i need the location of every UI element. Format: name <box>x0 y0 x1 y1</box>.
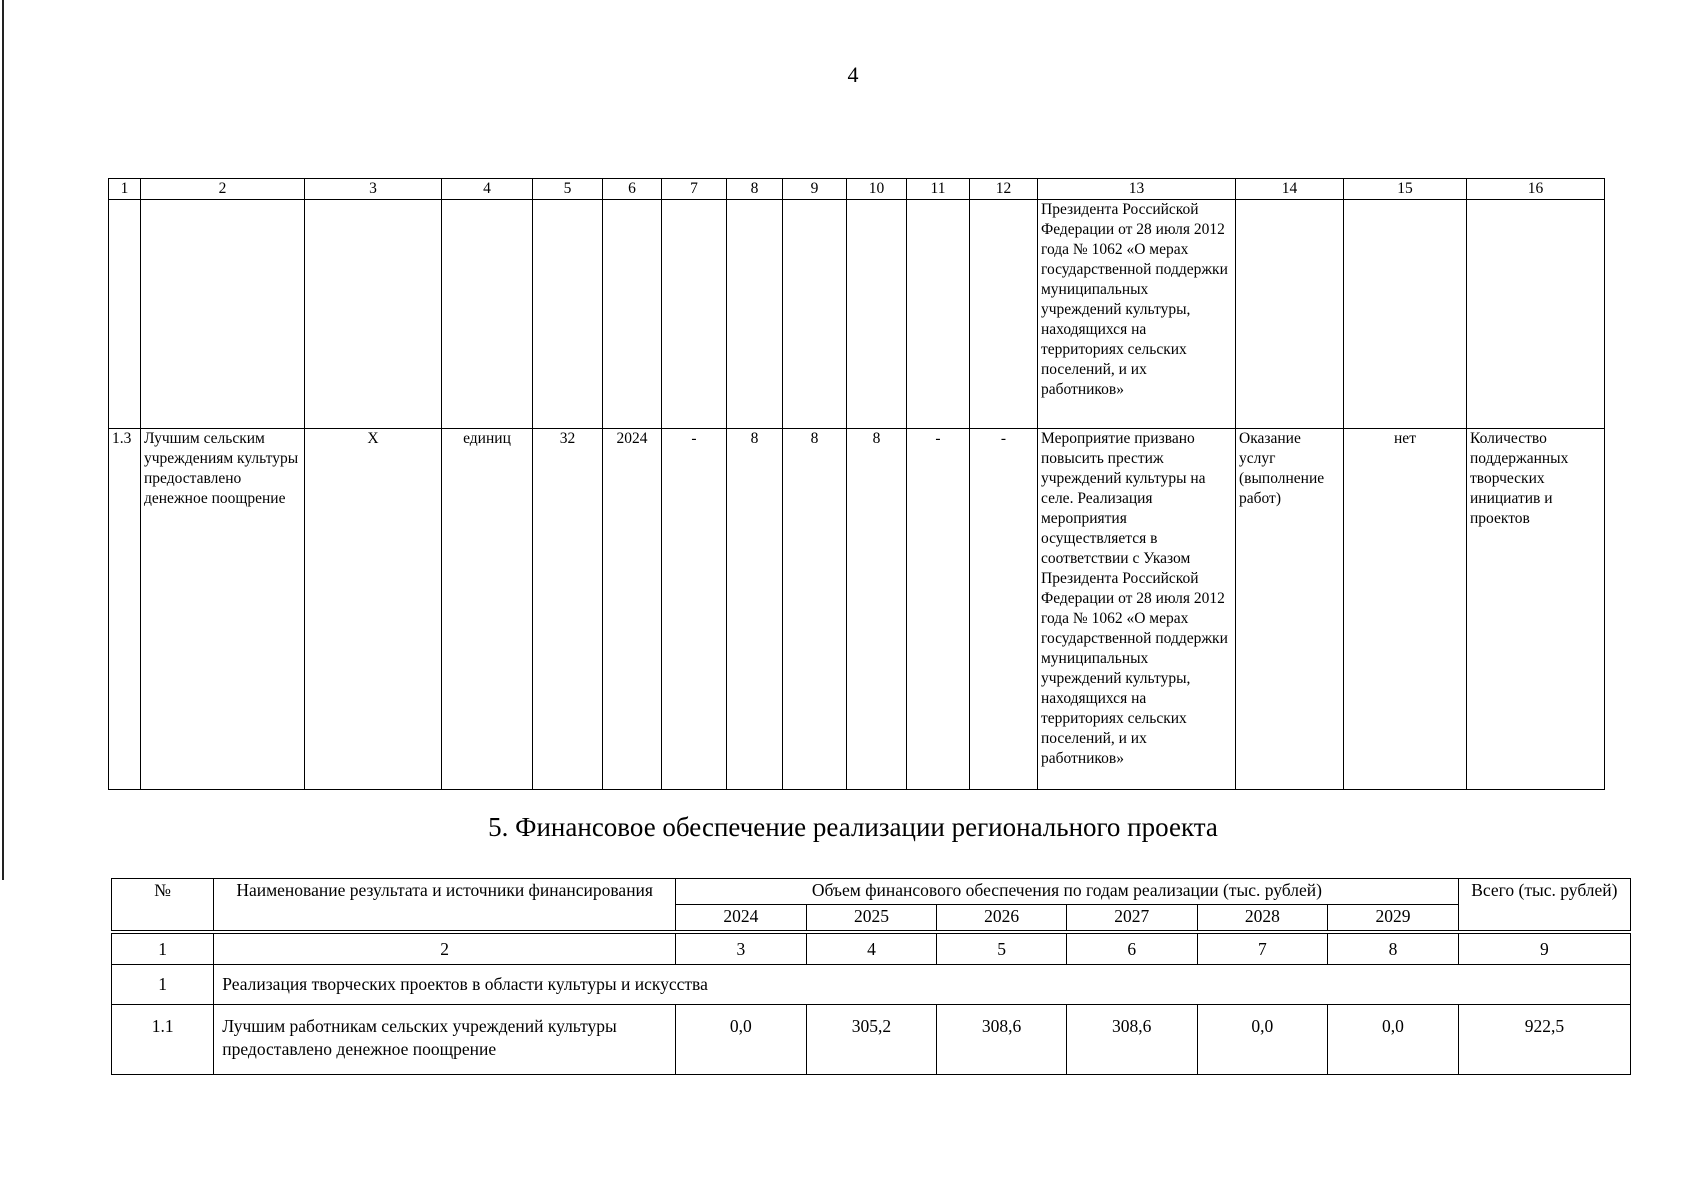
col-num: 7 <box>662 179 727 200</box>
col-num: 10 <box>847 179 907 200</box>
table-row <box>109 429 1605 790</box>
year-label: 2026 <box>937 905 1067 931</box>
year-value: 0,0 <box>676 1005 807 1075</box>
col-num: 12 <box>970 179 1038 200</box>
cell-unit: единиц <box>442 429 533 790</box>
col-num: 2 <box>141 179 305 200</box>
cell-value: - <box>970 429 1038 790</box>
col-num: 1 <box>112 934 214 965</box>
table-row <box>112 1005 1631 1075</box>
column-number-row <box>112 934 1631 965</box>
financing-table <box>111 878 1631 1075</box>
col-num: 4 <box>806 934 937 965</box>
col-num: 6 <box>1066 934 1197 965</box>
year-value: 0,0 <box>1328 1005 1459 1075</box>
header-volume: Объем финансового обеспечения по годам реализации (тыс. рублей) <box>676 879 1459 905</box>
cell-base-value: 32 <box>533 429 603 790</box>
column-number-row <box>109 179 1605 200</box>
cell-base-year: 2024 <box>603 429 662 790</box>
year-value: 0,0 <box>1197 1005 1328 1075</box>
col-num: 2 <box>214 934 676 965</box>
year-label: 2028 <box>1197 905 1328 931</box>
col-num: 6 <box>603 179 662 200</box>
col-num: 11 <box>907 179 970 200</box>
table-row <box>112 965 1631 1005</box>
results-table <box>108 178 1605 790</box>
year-label: 2024 <box>676 905 807 931</box>
page-number: 4 <box>847 62 859 87</box>
header-row <box>112 879 1631 905</box>
scan-edge-rule <box>2 0 4 880</box>
col-num: 5 <box>533 179 603 200</box>
cell-value: - <box>907 429 970 790</box>
col-num: 8 <box>1328 934 1459 965</box>
col-num: 9 <box>1458 934 1630 965</box>
year-label: 2027 <box>1066 905 1197 931</box>
cell-value: 8 <box>783 429 847 790</box>
cell-value: - <box>662 429 727 790</box>
year-value: 308,6 <box>1066 1005 1197 1075</box>
col-num: 5 <box>937 934 1067 965</box>
year-label: 2029 <box>1328 905 1459 931</box>
col-num: 3 <box>305 179 442 200</box>
col-num: 16 <box>1467 179 1605 200</box>
col-num: 1 <box>109 179 141 200</box>
result-name: Лучшим сельским учреждениям культуры предоставлено денежное поощрение <box>141 429 305 790</box>
year-value: 308,6 <box>937 1005 1067 1075</box>
col-num: 8 <box>727 179 783 200</box>
continuation-text: Президента Российской Федерации от 28 июля 2012 года № 1062 «О мерах государственной поддержки муниципальных учреждений культуры, находящихся на территориях сельских поселений, и их работников» <box>1038 200 1236 429</box>
total-value: 922,5 <box>1458 1005 1630 1075</box>
col-num: 13 <box>1038 179 1236 200</box>
continuation-row <box>109 200 1605 429</box>
header-num: № <box>112 879 214 931</box>
year-label: 2025 <box>806 905 937 931</box>
result-name: Лучшим работникам сельских учреждений культуры предоставлено денежное поощрение <box>214 1005 676 1075</box>
cell-type-of-result: Оказание услуг (выполнение работ) <box>1236 429 1344 790</box>
row-number: 1.1 <box>112 1005 214 1075</box>
col-num: 9 <box>783 179 847 200</box>
result-name: Реализация творческих проектов в области культуры и искусства <box>214 965 1631 1005</box>
col-num: 4 <box>442 179 533 200</box>
section-title: 5. Финансовое обеспечение реализации регионального проекта <box>488 812 1218 842</box>
cell-value: 8 <box>847 429 907 790</box>
col-num: 14 <box>1236 179 1344 200</box>
year-value: 305,2 <box>806 1005 937 1075</box>
col-num: 7 <box>1197 934 1328 965</box>
col-num: 3 <box>676 934 807 965</box>
header-total: Всего (тыс. рублей) <box>1458 879 1630 931</box>
row-number: 1 <box>112 965 214 1005</box>
cell-description: Мероприятие призвано повысить престиж учреждений культуры на селе. Реализация мероприятия осуществляется в соответствии с Указом Президента Российской Федерации от 28 июля 2012 года № 1062 «О мерах государственной поддержки муниципальных учреждений культуры, находящихся на территориях сельских поселений, и их работников» <box>1038 429 1236 790</box>
cell-value: 8 <box>727 429 783 790</box>
col-num: 15 <box>1344 179 1467 200</box>
cell-flag: нет <box>1344 429 1467 790</box>
cell-type: Х <box>305 429 442 790</box>
row-number: 1.3 <box>109 429 141 790</box>
cell-characteristic: Количество поддержанных творческих инициатив и проектов <box>1467 429 1605 790</box>
header-name: Наименование результата и источники финансирования <box>214 879 676 931</box>
